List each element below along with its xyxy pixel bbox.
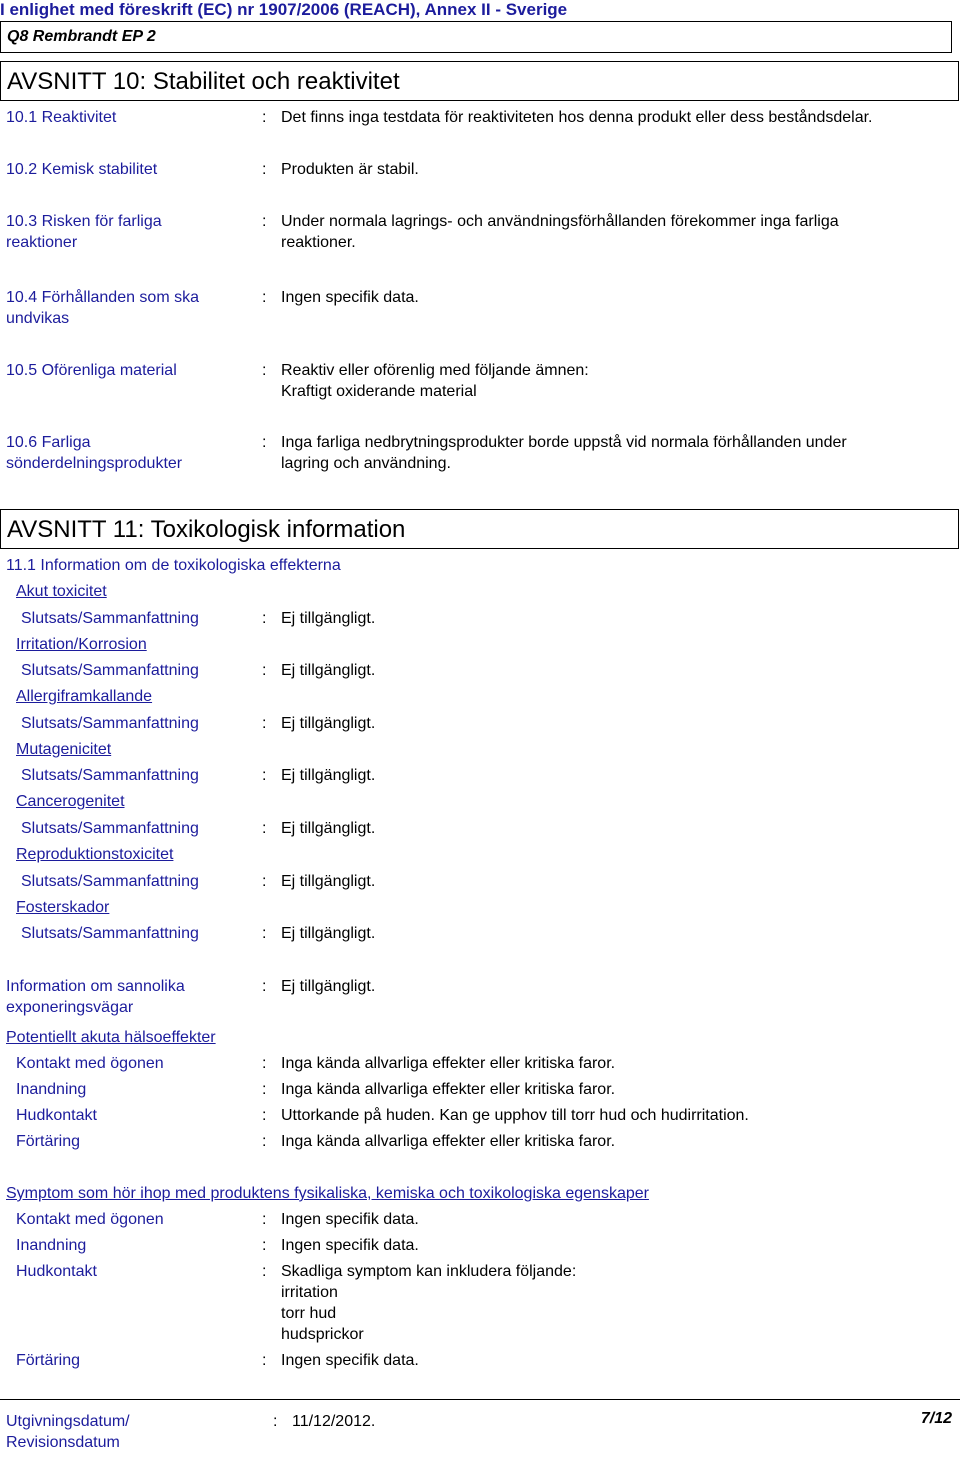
summary-value: Ej tillgängligt. [281, 714, 376, 732]
value-10-2: Produkten är stabil. [281, 161, 419, 178]
subsection-11-1-title: 11.1 Information om de toxikologiska effekterna [6, 557, 341, 574]
symptom-value: Ingen specifik data. [281, 1237, 419, 1254]
symptoms-list [0, 1209, 960, 1389]
summary-value: Ej tillgängligt. [281, 925, 376, 943]
label-10-3-line2: reaktioner [6, 234, 78, 251]
page-number: 7/12 [920, 1410, 952, 1427]
footer-date-label-line1: Utgivningsdatum/ [6, 1413, 130, 1430]
value-10-4: Ingen specifik data. [281, 289, 419, 306]
category-heading: Fosterskador [16, 898, 110, 916]
footer-date-label-line2: Revisionsdatum [6, 1434, 120, 1451]
colon: : [262, 1133, 267, 1150]
row-10-2 [0, 159, 960, 181]
acute-value: Uttorkande på huden. Kan ge upphov till torr hud och hudirritation. [281, 1107, 749, 1124]
colon: : [262, 714, 267, 732]
category-summary-row [0, 818, 960, 840]
symptom-line: hudsprickor [281, 1326, 364, 1343]
symptoms-title: Symptom som hör ihop med produktens fysikaliska, kemiska och toxikologiska egenskaper [6, 1185, 649, 1202]
exposure-label-line1: Information om sannolika [6, 978, 185, 995]
acute-value: Inga kända allvarliga effekter eller kritiska faror. [281, 1133, 616, 1150]
category-heading: Allergiframkallande [16, 688, 153, 706]
summary-value: Ej tillgängligt. [281, 662, 376, 680]
acute-label: Inandning [16, 1081, 87, 1098]
category-summary-row [0, 765, 960, 787]
colon: : [262, 289, 267, 306]
acute-effects-list [0, 1053, 960, 1163]
value-10-5-line2: Kraftigt oxiderande material [281, 383, 477, 400]
label-10-3-line1: 10.3 Risken för farliga [6, 213, 162, 230]
footer-divider [0, 1399, 960, 1400]
colon: : [262, 1237, 267, 1254]
colon: : [262, 109, 267, 126]
label-10-4-line1: 10.4 Förhållanden som ska [6, 289, 199, 306]
label-10-6-line1: 10.6 Farliga [6, 434, 91, 451]
colon: : [262, 434, 267, 451]
row-10-6 [0, 432, 960, 476]
acute-value: Inga kända allvarliga effekter eller kritiska faror. [281, 1081, 616, 1098]
acute-row [0, 1079, 960, 1101]
row-10-1 [0, 107, 960, 129]
acute-value: Inga kända allvarliga effekter eller kritiska faror. [281, 1055, 616, 1072]
acute-label: Hudkontakt [16, 1107, 97, 1124]
symptom-line: Skadliga symptom kan inkludera följande: [281, 1263, 577, 1280]
summary-value: Ej tillgängligt. [281, 819, 376, 837]
acute-label: Förtäring [16, 1133, 81, 1150]
value-10-1: Det finns inga testdata för reaktiviteten hos denna produkt eller dess beståndsdelar. [281, 109, 873, 126]
symptom-label: Hudkontakt [16, 1263, 97, 1280]
colon: : [262, 1211, 267, 1228]
category-heading: Mutagenicitet [16, 740, 112, 758]
symptom-line: irritation [281, 1284, 338, 1301]
value-10-5-line1: Reaktiv eller oförenlig med följande ämnen: [281, 362, 589, 379]
category-heading: Akut toxicitet [16, 583, 107, 600]
category-summary-row [0, 713, 960, 735]
category-heading: Irritation/Korrosion [16, 635, 147, 653]
summary-label: Slutsats/Sammanfattning [21, 819, 199, 837]
colon: : [273, 1413, 278, 1430]
colon: : [262, 1055, 267, 1072]
summary-value: Ej tillgängligt. [281, 609, 376, 627]
section-11-title: AVSNITT 11: Toxikologisk information [7, 516, 406, 543]
value-10-3-line2: reaktioner. [281, 234, 356, 251]
category-heading: Cancerogenitet [16, 793, 125, 811]
acute-effects-title: Potentiellt akuta hälsoeffekter [6, 1029, 216, 1046]
colon: : [262, 872, 267, 890]
toxicity-categories [0, 581, 960, 951]
symptom-value: Ingen specifik data. [281, 1352, 419, 1369]
regulation-header: I enlighet med föreskrift (EC) nr 1907/2006 (REACH), Annex II - Sverige [0, 0, 568, 19]
summary-label: Slutsats/Sammanfattning [21, 662, 199, 680]
label-10-5: 10.5 Oförenliga material [6, 362, 177, 379]
product-name: Q8 Rembrandt EP 2 [7, 28, 156, 45]
acute-label: Kontakt med ögonen [16, 1055, 164, 1072]
summary-label: Slutsats/Sammanfattning [21, 609, 199, 627]
footer-date: 11/12/2012. [292, 1413, 376, 1430]
summary-value: Ej tillgängligt. [281, 767, 376, 785]
colon: : [262, 767, 267, 785]
symptom-line: torr hud [281, 1305, 337, 1322]
label-10-4-line2: undvikas [6, 310, 70, 327]
exposure-label-line2: exponeringsvägar [6, 999, 134, 1016]
colon: : [262, 925, 267, 943]
colon: : [262, 1263, 267, 1280]
section-11-header [0, 509, 959, 549]
row-10-5 [0, 360, 960, 404]
colon: : [262, 213, 267, 230]
acute-row [0, 1131, 960, 1153]
label-10-2: 10.2 Kemisk stabilitet [6, 161, 158, 178]
acute-row [0, 1105, 960, 1127]
footer-date-row [0, 1411, 960, 1455]
colon: : [262, 1081, 267, 1098]
summary-value: Ej tillgängligt. [281, 872, 376, 890]
value-10-3-line1: Under normala lagrings- och användningsförhållanden förekommer inga farliga [281, 213, 839, 230]
value-10-6-line1: Inga farliga nedbrytningsprodukter borde uppstå vid normala förhållanden under [281, 434, 847, 451]
summary-label: Slutsats/Sammanfattning [21, 872, 199, 890]
section-10-title: AVSNITT 10: Stabilitet och reaktivitet [7, 68, 400, 95]
category-summary-row [0, 871, 960, 893]
row-10-4 [0, 287, 960, 331]
colon: : [262, 362, 267, 379]
colon: : [262, 1352, 267, 1369]
section-10-header [0, 61, 959, 101]
category-heading: Reproduktionstoxicitet [16, 846, 174, 863]
category-summary-row [0, 608, 960, 630]
summary-label: Slutsats/Sammanfattning [21, 767, 199, 785]
product-name-box [0, 21, 952, 53]
colon: : [262, 819, 267, 837]
row-exposure [0, 976, 960, 1020]
row-10-3 [0, 211, 960, 255]
category-summary-row [0, 660, 960, 682]
exposure-value: Ej tillgängligt. [281, 978, 376, 995]
colon: : [262, 161, 267, 178]
label-10-6-line2: sönderdelningsprodukter [6, 455, 183, 472]
summary-label: Slutsats/Sammanfattning [21, 925, 199, 943]
symptom-label: Förtäring [16, 1352, 81, 1369]
colon: : [262, 1107, 267, 1124]
category-summary-row [0, 923, 960, 945]
symptom-label: Inandning [16, 1237, 87, 1254]
symptom-label: Kontakt med ögonen [16, 1211, 164, 1228]
colon: : [262, 609, 267, 627]
colon: : [262, 662, 267, 680]
symptom-value: Ingen specifik data. [281, 1211, 419, 1228]
value-10-6-line2: lagring och användning. [281, 455, 451, 472]
label-10-1: 10.1 Reaktivitet [6, 109, 117, 126]
colon: : [262, 978, 267, 995]
symptom-value-lines [281, 1261, 941, 1345]
acute-row [0, 1053, 960, 1075]
summary-label: Slutsats/Sammanfattning [21, 714, 199, 732]
